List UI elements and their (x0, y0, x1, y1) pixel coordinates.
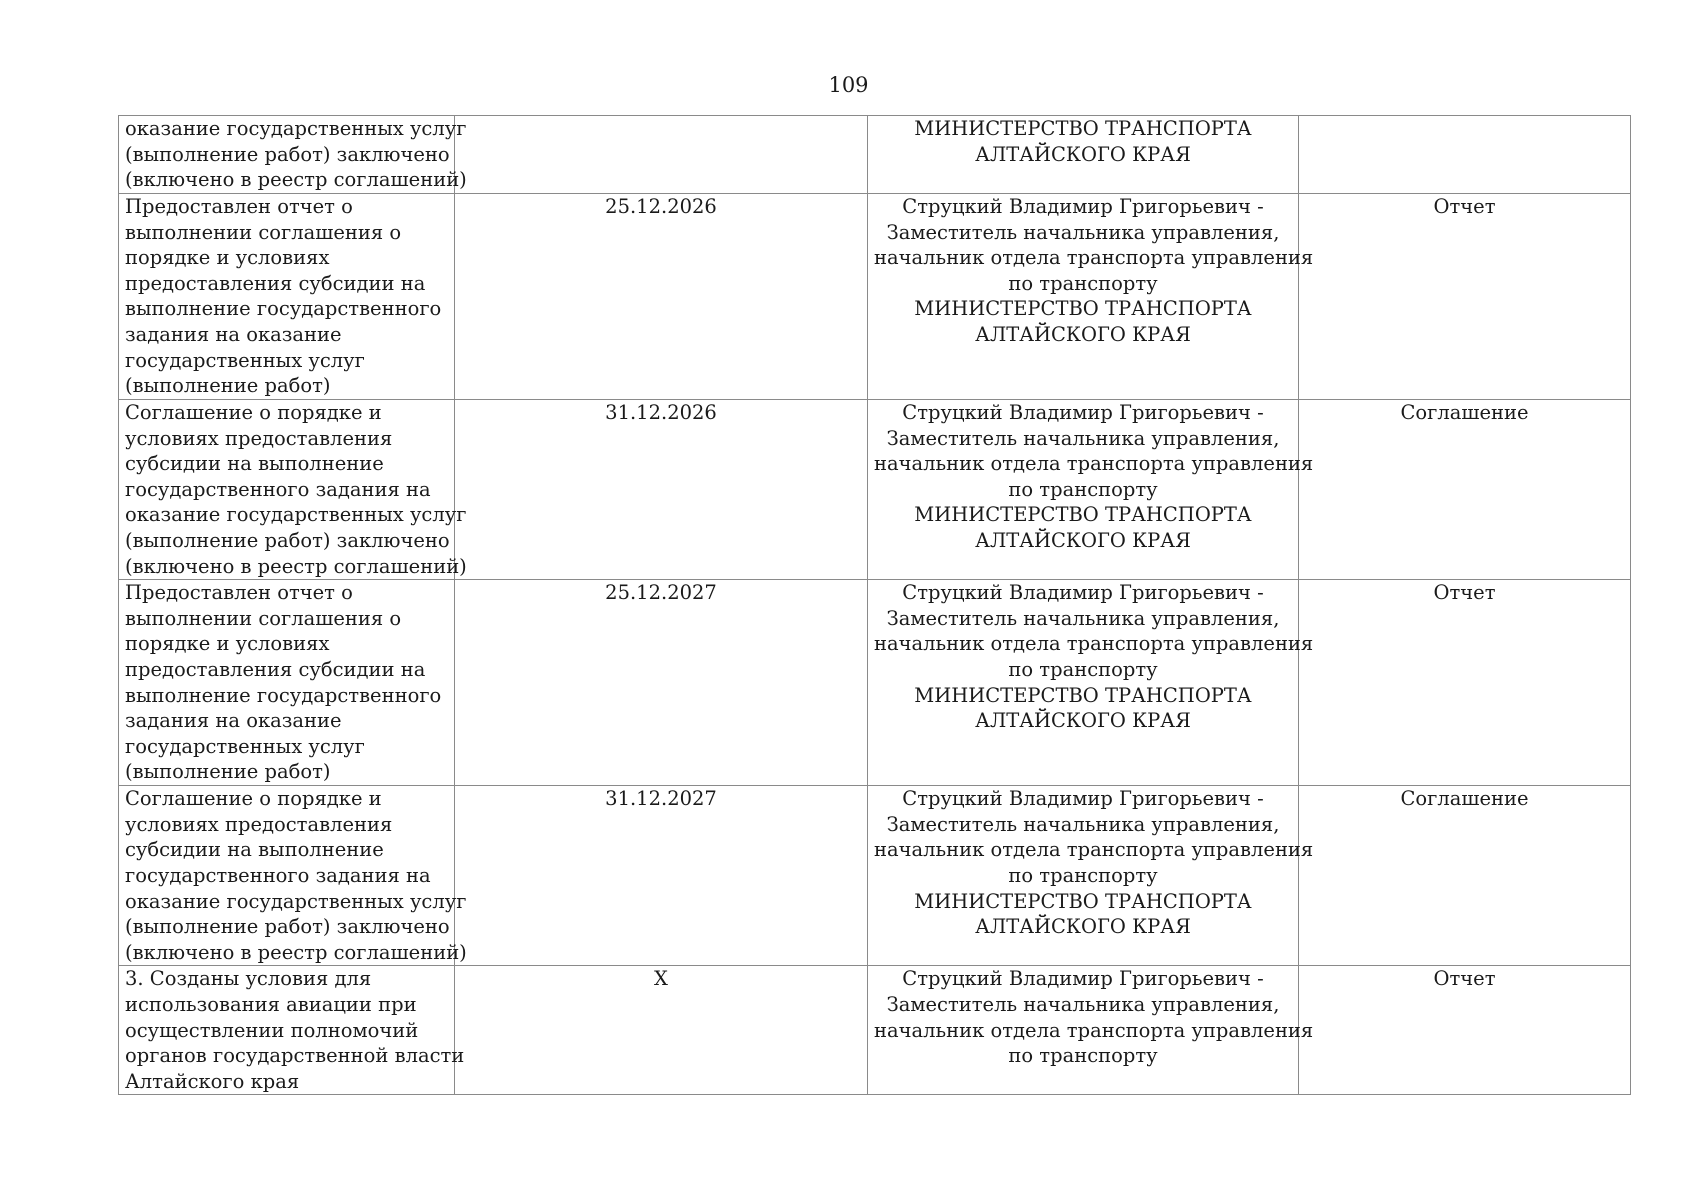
document-type: Отчет (1433, 581, 1496, 605)
event-line: выполнение государственного (125, 683, 442, 707)
date-cell (455, 966, 868, 1095)
event-line: (выполнение работ) заключено (125, 915, 450, 939)
responsible-cell (868, 194, 1314, 400)
event-line: государственных услуг (125, 734, 365, 758)
table-row (119, 966, 1631, 1095)
responsible-line: начальник отдела транспорта управления (874, 632, 1314, 656)
event-line: органов государственной власти (125, 1044, 465, 1068)
table-row (119, 786, 1631, 966)
responsible-line: по транспорту (1008, 657, 1158, 681)
date-cell (455, 786, 868, 966)
document-type: Отчет (1433, 967, 1496, 991)
date-cell (455, 580, 868, 786)
responsible-line: по транспорту (1008, 271, 1158, 295)
event-line: предоставления субсидии на (125, 271, 426, 295)
event-line: Соглашение о порядке и (125, 787, 382, 811)
responsible-line: АЛТАЙСКОГО КРАЯ (975, 322, 1191, 346)
event-line: предоставления субсидии на (125, 657, 426, 681)
document-cell (1299, 966, 1631, 1095)
page-number: 109 (828, 73, 869, 97)
event-line: Предоставлен отчет о (125, 581, 353, 605)
event-line: (выполнение работ) заключено (125, 142, 450, 166)
document-cell (1299, 400, 1631, 580)
responsible-cell (868, 966, 1314, 1095)
event-line: использования авиации при (125, 992, 417, 1016)
responsible-cell (868, 786, 1314, 966)
event-line: (включено в реестр соглашений) (125, 940, 467, 964)
responsible-cell (868, 580, 1314, 786)
date-value: 25.12.2027 (605, 581, 717, 605)
responsible-cell (868, 116, 1299, 194)
responsible-line: начальник отдела транспорта управления (874, 838, 1314, 862)
event-line: осуществлении полномочий (125, 1018, 419, 1042)
document-cell (1299, 786, 1631, 966)
event-line: порядке и условиях (125, 246, 330, 270)
event-line: (выполнение работ) заключено (125, 528, 450, 552)
responsible-line: начальник отдела транспорта управления (874, 1018, 1314, 1042)
table-row (119, 400, 1631, 580)
responsible-line: Струцкий Владимир Григорьевич - (902, 195, 1264, 218)
responsible-line: начальник отдела транспорта управления (874, 246, 1314, 270)
event-line: выполнении соглашения о (125, 606, 402, 630)
date-value: 31.12.2027 (605, 787, 717, 811)
event-line: выполнение государственного (125, 297, 442, 321)
responsible-line: по транспорту (1008, 863, 1158, 887)
responsible-line: Струцкий Владимир Григорьевич - (902, 787, 1264, 811)
event-line: государственных услуг (125, 348, 365, 372)
responsible-line: Струцкий Владимир Григорьевич - (902, 401, 1264, 424)
event-line: выполнении соглашения о (125, 220, 402, 244)
responsible-line: Заместитель начальника управления, (886, 426, 1280, 450)
date-value: 25.12.2026 (605, 195, 717, 218)
event-line: оказание государственных услуг (125, 503, 467, 527)
responsible-line: МИНИСТЕРСТВО ТРАНСПОРТА (914, 683, 1252, 707)
responsible-line: Заместитель начальника управления, (886, 992, 1280, 1016)
document-type: Соглашение (1400, 401, 1529, 424)
responsible-line: Заместитель начальника управления, (886, 220, 1280, 244)
document-cell (1299, 580, 1631, 786)
event-line: Предоставлен отчет о (125, 195, 353, 218)
event-line: государственного задания на (125, 477, 431, 501)
event-cell (119, 580, 455, 786)
responsible-line: МИНИСТЕРСТВО ТРАНСПОРТА (914, 297, 1252, 321)
event-line: порядке и условиях (125, 632, 330, 656)
event-line: государственного задания на (125, 863, 431, 887)
table-row (119, 116, 1631, 194)
event-line: (выполнение работ) (125, 374, 331, 398)
document-type: Соглашение (1400, 787, 1529, 811)
event-line: Соглашение о порядке и (125, 401, 382, 424)
date-cell (455, 194, 868, 400)
event-line: условиях предоставления (125, 812, 393, 836)
responsible-line: АЛТАЙСКОГО КРАЯ (975, 528, 1191, 552)
document-cell (1299, 194, 1631, 400)
event-line: (включено в реестр соглашений) (125, 168, 467, 192)
event-line: условиях предоставления (125, 426, 393, 450)
responsible-line: Заместитель начальника управления, (886, 606, 1280, 630)
event-line: субсидии на выполнение (125, 452, 384, 476)
event-cell (119, 116, 467, 194)
responsible-line: МИНИСТЕРСТВО ТРАНСПОРТА (914, 889, 1252, 913)
table-row (119, 580, 1631, 786)
event-line: 3. Созданы условия для (125, 967, 372, 991)
event-line: (выполнение работ) (125, 760, 331, 784)
event-line: задания на оказание (125, 322, 342, 346)
date-cell (455, 116, 868, 194)
responsible-line: АЛТАЙСКОГО КРАЯ (975, 142, 1191, 166)
event-line: задания на оказание (125, 709, 342, 733)
responsible-line: по транспорту (1008, 1044, 1158, 1068)
event-cell (119, 786, 467, 966)
event-line: оказание государственных услуг (125, 889, 467, 913)
responsible-cell (868, 400, 1314, 580)
document-cell (1299, 116, 1631, 194)
event-cell (119, 966, 465, 1095)
event-cell (119, 400, 467, 580)
responsible-line: Струцкий Владимир Григорьевич - (902, 967, 1264, 991)
date-cell (455, 400, 868, 580)
responsible-line: МИНИСТЕРСТВО ТРАНСПОРТА (914, 503, 1252, 527)
responsible-line: АЛТАЙСКОГО КРАЯ (975, 709, 1191, 733)
responsible-line: по транспорту (1008, 477, 1158, 501)
date-value: X (654, 967, 668, 991)
event-line: Алтайского края (125, 1069, 300, 1093)
table-row (119, 194, 1631, 400)
responsible-line: МИНИСТЕРСТВО ТРАНСПОРТА (914, 117, 1252, 140)
event-cell (119, 194, 455, 400)
responsible-line: начальник отдела транспорта управления (874, 452, 1314, 476)
event-line: субсидии на выполнение (125, 838, 384, 862)
event-line: (включено в реестр соглашений) (125, 554, 467, 578)
document-type: Отчет (1433, 195, 1496, 218)
responsible-line: Заместитель начальника управления, (886, 812, 1280, 836)
plan-table (118, 115, 1631, 1095)
responsible-line: АЛТАЙСКОГО КРАЯ (975, 915, 1191, 939)
event-line: оказание государственных услуг (125, 117, 467, 140)
responsible-line: Струцкий Владимир Григорьевич - (902, 581, 1264, 605)
date-value: 31.12.2026 (605, 401, 717, 424)
